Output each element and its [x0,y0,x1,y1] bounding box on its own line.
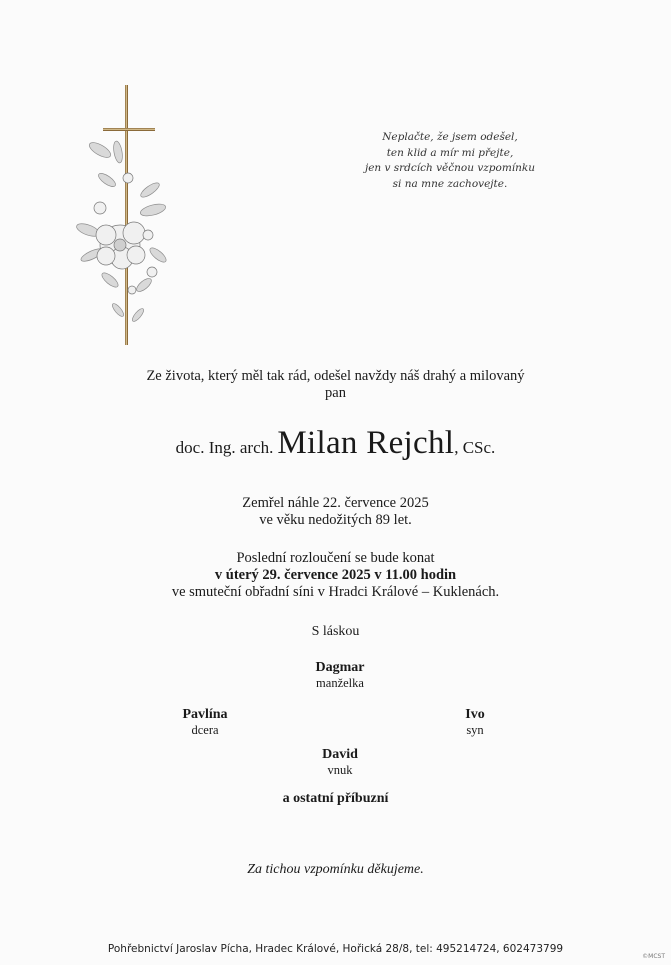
deceased-name [0,425,671,462]
intro-text [0,368,671,402]
thanks-text: Za tichou vzpomínku děkujeme. [247,862,424,877]
mourner-relation: syn [466,723,484,737]
deceased-title-prefix: doc. Ing. arch. [175,438,274,457]
mourner-wife [280,659,400,691]
poem-line: Neplačte, že jsem odešel, [382,131,518,143]
mourner-relation: vnuk [327,763,353,777]
mourner-name: Ivo [465,707,485,722]
poem-line: jen v srdcích věčnou vzpomínku [364,162,536,174]
cross-with-flowers-icon [70,80,180,350]
footer-funeral-home: Pohřebnictví Jaroslav Pícha, Hradec Králové, Hořická 28/8, tel: 495214724, 602473799 [107,943,564,955]
other-relatives: a ostatní příbuzní [282,791,389,806]
funeral-intro: Poslední rozloučení se bude konat [236,550,435,566]
death-age: ve věku nedožitých 89 let. [259,512,412,528]
mourner-relation: dcera [191,723,219,737]
poem-line: ten klid a mír mi přejte, [386,146,514,159]
intro-line: Ze života, který měl tak rád, odešel navždy náš drahý a milovaný [146,368,525,384]
funeral-info [0,550,671,601]
death-date: Zemřel náhle 22. července 2025 [242,495,429,511]
with-love: S láskou [311,624,360,639]
poem-line: si na mne zachovejte. [392,177,508,190]
deceased-title-suffix: , CSc. [454,438,496,457]
death-info [0,495,671,529]
copyright-mark: ©MCST [642,953,665,960]
mourner-daughter [145,706,265,738]
deceased-name-main: Milan Rejchl [277,425,455,461]
mourner-name: David [322,747,358,762]
funeral-place: ve smuteční obřadní síni v Hradci Králové – Kuklenách. [171,584,500,600]
mourner-name: Pavlína [182,707,228,722]
intro-line: pan [325,385,346,401]
funeral-datetime: v úterý 29. července 2025 v 11.00 hodin [214,567,457,583]
mourner-relation: manželka [316,676,364,690]
mourner-grandson [280,746,400,778]
poem [330,130,570,192]
mourner-name: Dagmar [315,660,365,675]
mourner-son [415,706,535,738]
